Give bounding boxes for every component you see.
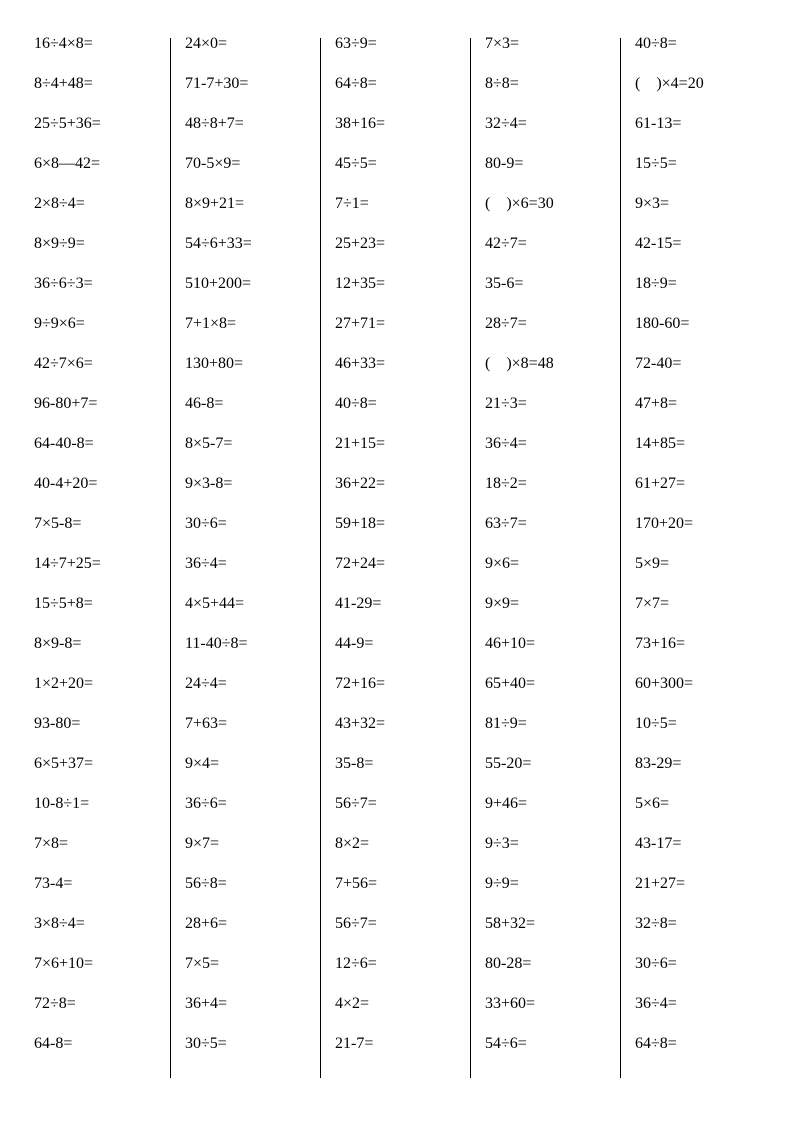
math-problem: 9×3-8= xyxy=(185,475,233,492)
math-problem: 42÷7×6= xyxy=(34,355,93,372)
math-problem: 9×6= xyxy=(485,555,520,572)
math-problem: 30÷6= xyxy=(185,515,227,532)
math-problem: 44-9= xyxy=(335,635,374,652)
math-problem: 28+6= xyxy=(185,915,228,932)
math-problem: 58+32= xyxy=(485,915,536,932)
math-problem: 30÷5= xyxy=(185,1035,227,1052)
math-problem: 27+71= xyxy=(335,315,386,332)
math-problem: 180-60= xyxy=(635,315,690,332)
math-problem: 11-40÷8= xyxy=(185,635,248,652)
math-problem: 510+200= xyxy=(185,275,252,292)
math-problem: 8×2= xyxy=(335,835,370,852)
math-problem: 7+56= xyxy=(335,875,378,892)
math-problem: 8×9-8= xyxy=(34,635,82,652)
math-problem: 18÷9= xyxy=(635,275,677,292)
math-problem: 72+16= xyxy=(335,675,386,692)
math-problem: 7+1×8= xyxy=(185,315,237,332)
math-problem: 9+46= xyxy=(485,795,528,812)
math-problem: 16÷4×8= xyxy=(34,35,93,52)
math-problem: 72+24= xyxy=(335,555,386,572)
math-problem: 3×8÷4= xyxy=(34,915,85,932)
math-problem: 8×9÷9= xyxy=(34,235,85,252)
math-problem: 38+16= xyxy=(335,115,386,132)
math-problem: 81÷9= xyxy=(485,715,527,732)
math-problem: 5×9= xyxy=(635,555,670,572)
math-problem: 7÷1= xyxy=(335,195,369,212)
math-problem: 7×7= xyxy=(635,595,670,612)
problem-column-2 xyxy=(170,35,320,1078)
math-problem: 21-7= xyxy=(335,1035,374,1052)
math-problem: 7×3= xyxy=(485,35,520,52)
math-problem: 46-8= xyxy=(185,395,224,412)
math-problem: 10-8÷1= xyxy=(34,795,90,812)
math-problem: 9×9= xyxy=(485,595,520,612)
math-problem: 72÷8= xyxy=(34,995,76,1012)
math-problem: 4×5+44= xyxy=(185,595,245,612)
math-problem: 14÷7+25= xyxy=(34,555,101,572)
problem-column-3 xyxy=(320,35,470,1078)
math-problem: 170+20= xyxy=(635,515,694,532)
math-problem: 60+300= xyxy=(635,675,694,692)
math-problem: 41-29= xyxy=(335,595,382,612)
math-problem: 83-29= xyxy=(635,755,682,772)
math-problem: 9×3= xyxy=(635,195,670,212)
math-problem: 36÷4= xyxy=(185,555,227,572)
math-problem: 30÷6= xyxy=(635,955,677,972)
math-problem: 71-7+30= xyxy=(185,75,249,92)
math-problem: 64-8= xyxy=(34,1035,73,1052)
math-problem: 46+10= xyxy=(485,635,536,652)
math-problem: 72-40= xyxy=(635,355,682,372)
math-problem: 14+85= xyxy=(635,435,686,452)
math-problem: 45÷5= xyxy=(335,155,377,172)
math-problem: 47+8= xyxy=(635,395,678,412)
math-problem: 32÷4= xyxy=(485,115,527,132)
math-problem: 7×5= xyxy=(185,955,220,972)
math-problem: 65+40= xyxy=(485,675,536,692)
problem-column-4 xyxy=(470,35,620,1078)
math-problem: 63÷7= xyxy=(485,515,527,532)
math-problem: 54÷6= xyxy=(485,1035,527,1052)
math-problem: 9÷3= xyxy=(485,835,519,852)
math-problem: 7×5-8= xyxy=(34,515,82,532)
math-problem: 8×5-7= xyxy=(185,435,233,452)
math-problem: 7×6+10= xyxy=(34,955,94,972)
math-problem: 55-20= xyxy=(485,755,532,772)
math-problem: 10÷5= xyxy=(635,715,677,732)
math-problem: 130+80= xyxy=(185,355,244,372)
math-problem: 56÷7= xyxy=(335,795,377,812)
math-problem: 80-9= xyxy=(485,155,524,172)
math-problem: 61+27= xyxy=(635,475,686,492)
math-problem: 24×0= xyxy=(185,35,228,52)
math-problem: 93-80= xyxy=(34,715,81,732)
math-problem: 33+60= xyxy=(485,995,536,1012)
math-problem: 36+22= xyxy=(335,475,386,492)
math-problem: 54÷6+33= xyxy=(185,235,252,252)
math-problem: 8÷4+48= xyxy=(34,75,93,92)
math-problem: 80-28= xyxy=(485,955,532,972)
math-problem: 9×7= xyxy=(185,835,220,852)
math-problem: 73-4= xyxy=(34,875,73,892)
math-problem: 35-6= xyxy=(485,275,524,292)
math-problem: 36÷4= xyxy=(635,995,677,1012)
math-problem: 64÷8= xyxy=(635,1035,677,1052)
math-problem: 25÷5+36= xyxy=(34,115,101,132)
math-problem: 9÷9×6= xyxy=(34,315,85,332)
math-problem: 7×8= xyxy=(34,835,69,852)
math-problem: 96-80+7= xyxy=(34,395,98,412)
math-problem: 7+63= xyxy=(185,715,228,732)
math-problem: 5×6= xyxy=(635,795,670,812)
math-problem: 6×8—42= xyxy=(34,155,101,172)
math-problem: 1×2+20= xyxy=(34,675,94,692)
math-problem: 21+27= xyxy=(635,875,686,892)
math-problem: 42-15= xyxy=(635,235,682,252)
problem-column-5 xyxy=(620,35,770,1078)
math-problem: 40÷8= xyxy=(635,35,677,52)
math-problem: ( )×8=48 xyxy=(485,355,554,372)
math-problem: 42÷7= xyxy=(485,235,527,252)
math-problem: 18÷2= xyxy=(485,475,527,492)
math-problem: 12÷6= xyxy=(335,955,377,972)
math-problem: 43+32= xyxy=(335,715,386,732)
math-problem: 73+16= xyxy=(635,635,686,652)
math-problem: 28÷7= xyxy=(485,315,527,332)
math-problem: 2×8÷4= xyxy=(34,195,85,212)
math-problem: 36+4= xyxy=(185,995,228,1012)
math-problem: 32÷8= xyxy=(635,915,677,932)
math-problem: 46+33= xyxy=(335,355,386,372)
math-problem: 15÷5= xyxy=(635,155,677,172)
math-problem: 9×4= xyxy=(185,755,220,772)
math-problem: 64÷8= xyxy=(335,75,377,92)
math-problem: 24÷4= xyxy=(185,675,227,692)
math-problem: 36÷6= xyxy=(185,795,227,812)
math-problem: 36÷4= xyxy=(485,435,527,452)
math-problem: 61-13= xyxy=(635,115,682,132)
math-problem: 35-8= xyxy=(335,755,374,772)
math-problem: 36÷6÷3= xyxy=(34,275,93,292)
math-problem: 25+23= xyxy=(335,235,386,252)
math-problem: 15÷5+8= xyxy=(34,595,93,612)
math-problem: 56÷8= xyxy=(185,875,227,892)
math-problem: 21÷3= xyxy=(485,395,527,412)
math-problem: ( )×4=20 xyxy=(635,75,704,92)
math-problem: 8×9+21= xyxy=(185,195,245,212)
math-problem: 4×2= xyxy=(335,995,370,1012)
math-problem: 63÷9= xyxy=(335,35,377,52)
arithmetic-worksheet xyxy=(20,35,770,1078)
math-problem: 40-4+20= xyxy=(34,475,98,492)
math-problem: 64-40-8= xyxy=(34,435,94,452)
math-problem: 48÷8+7= xyxy=(185,115,244,132)
math-problem: 70-5×9= xyxy=(185,155,241,172)
math-problem: 21+15= xyxy=(335,435,386,452)
math-problem: 6×5+37= xyxy=(34,755,94,772)
math-problem: 56÷7= xyxy=(335,915,377,932)
math-problem: ( )×6=30 xyxy=(485,195,554,212)
math-problem: 40÷8= xyxy=(335,395,377,412)
math-problem: 59+18= xyxy=(335,515,386,532)
math-problem: 8÷8= xyxy=(485,75,519,92)
math-problem: 43-17= xyxy=(635,835,682,852)
math-problem: 9÷9= xyxy=(485,875,519,892)
problem-column-1 xyxy=(20,35,170,1078)
math-problem: 12+35= xyxy=(335,275,386,292)
